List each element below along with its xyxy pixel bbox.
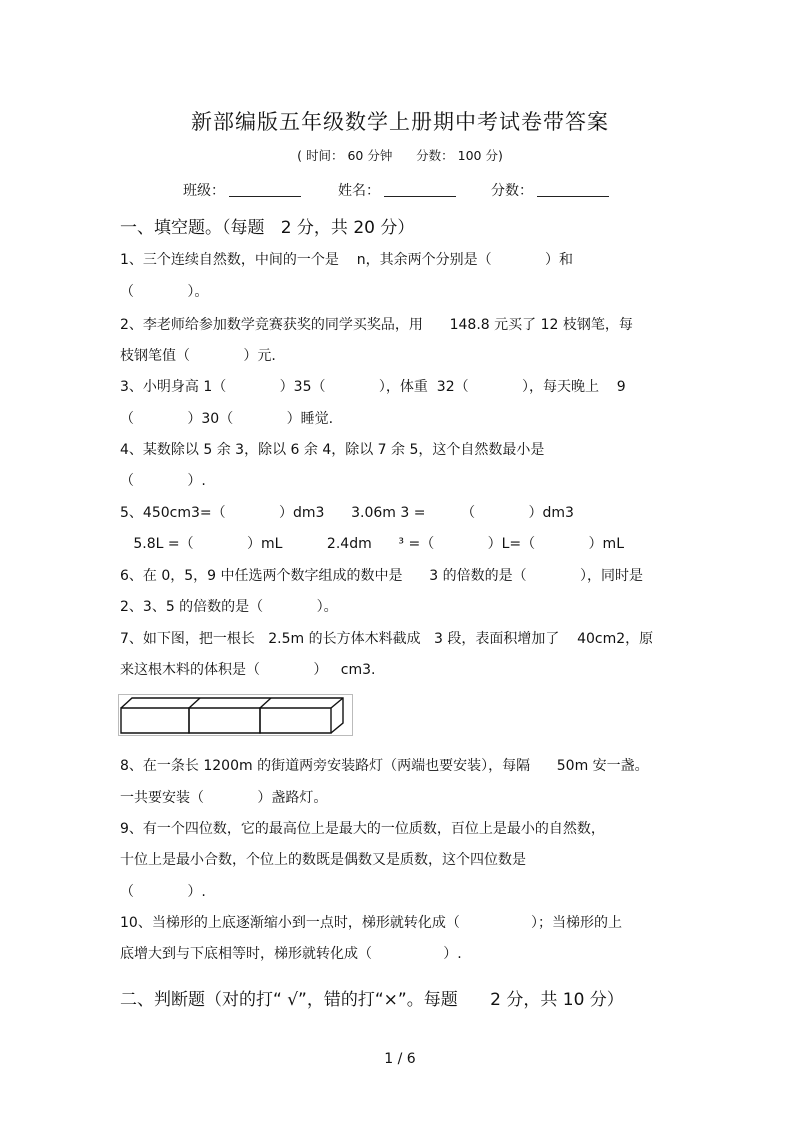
- page-number: 1 / 6: [384, 1051, 416, 1067]
- class-field: [183, 180, 301, 200]
- section-true-false-heading: 二、判断题（对的打“ √”，错的打“×”。每题 2 分，共 10 分）: [120, 990, 624, 1010]
- beam-top-back-edges: [121, 698, 343, 733]
- question-4-line-2: （ ）.: [120, 473, 206, 489]
- beam-end-edge: [331, 698, 343, 708]
- question-4-line-1: 4、某数除以 5 余 3，除以 6 余 4，除以 7 余 5，这个自然数最小是: [120, 442, 545, 458]
- question-6-line-1: 6、在 0，5，9 中任选两个数字组成的数中是 3 的倍数的是（ ），同时是: [120, 568, 643, 584]
- cut-beam-figure: [118, 694, 354, 738]
- figure-frame: [119, 695, 353, 736]
- name-blank: [384, 183, 456, 197]
- score-label: 分数：: [491, 183, 533, 199]
- question-9-line-3: （ ）.: [120, 884, 206, 900]
- beam-segment-2-front: [189, 708, 260, 733]
- question-1-line-1: 1、三个连续自然数，中间的一个是 n，其余两个分别是（ ）和: [120, 252, 573, 268]
- question-5-line-2: 5.8L =（ ）mL 2.4dm ³ =（ ）L=（ ）mL: [120, 536, 624, 552]
- beam-segment-3-front: [260, 708, 331, 733]
- question-7-line-1: 7、如下图，把一根长 2.5m 的长方体木料截成 3 段，表面积增加了 40cm2，原: [120, 631, 654, 647]
- class-blank: [229, 183, 301, 197]
- question-9-line-1: 9、有一个四位数，它的最高位上是最大的一位质数，百位上是最小的自然数，: [120, 821, 605, 837]
- question-9-line-2: 十位上是最小合数，个位上的数既是偶数又是质数，这个四位数是: [120, 852, 526, 868]
- beam-cut-edge-2: [260, 698, 271, 708]
- question-7-line-2: 来这根木料的体积是（ ） cm3.: [120, 662, 376, 678]
- question-6-line-2: 2、3、5 的倍数的是（ ）。: [120, 599, 338, 615]
- question-3-line-1: 3、小明身高 1（ ）35（ ），体重 32（ ），每天晚上 9: [120, 379, 626, 395]
- question-1-line-2: （ ）。: [120, 284, 209, 300]
- question-2-line-1: 2、李老师给参加数学竞赛获奖的同学买奖品，用 148.8 元买了 12 枝钢笔，每: [120, 317, 633, 333]
- score-field: [491, 180, 609, 200]
- question-10-line-2: 底增大到与下底相等时，梯形就转化成（ ）.: [120, 946, 462, 962]
- question-3-line-2: （ ）30（ ）睡觉.: [120, 411, 334, 427]
- question-5-line-1: 5、450cm3=（ ）dm3 3.06m 3 = （ ）dm3: [120, 505, 574, 521]
- question-8-line-2: 一共要安装（ ）盏路灯。: [120, 790, 328, 806]
- class-label: 班级：: [183, 183, 225, 199]
- exam-title: 新部编版五年级数学上册期中考试卷带答案: [191, 110, 609, 134]
- name-field: [338, 180, 456, 200]
- name-label: 姓名：: [338, 183, 380, 199]
- exam-subtitle: ( 时间： 60 分钟 分数： 100 分): [297, 148, 503, 163]
- question-8-line-1: 8、在一条长 1200m 的街道两旁安装路灯（两端也要安装），每隔 50m 安一盏。: [120, 758, 649, 774]
- question-2-line-2: 枝钢笔值（ ）元.: [120, 348, 276, 364]
- beam-cut-edge-1: [189, 698, 200, 708]
- question-10-line-1: 10、当梯形的上底逐渐缩小到一点时，梯形就转化成（ ）；当梯形的上: [120, 915, 623, 931]
- section-fill-in-heading: 一、填空题。（每题 2 分，共 20 分）: [120, 218, 415, 238]
- score-blank: [537, 183, 609, 197]
- beam-segment-1-front: [121, 708, 189, 733]
